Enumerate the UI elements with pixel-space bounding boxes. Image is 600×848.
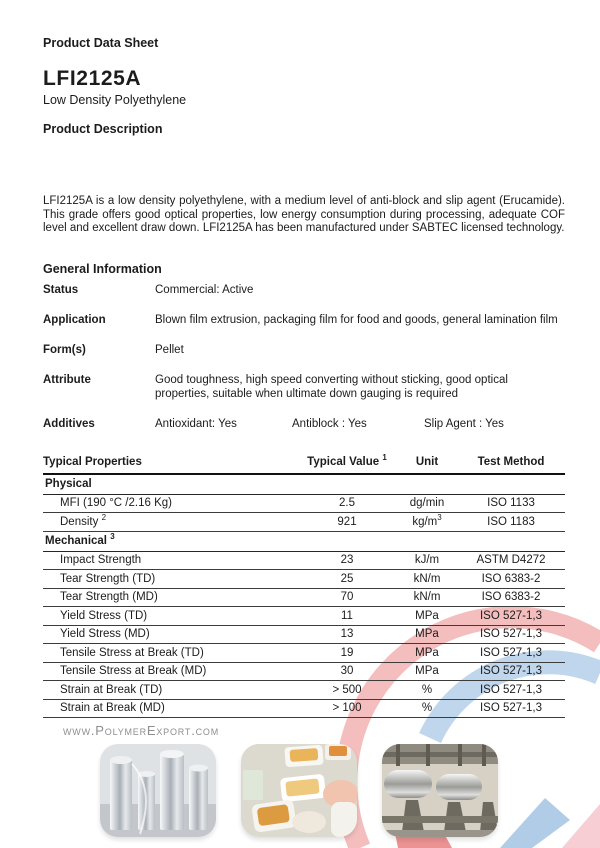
info-row-status <box>43 283 565 297</box>
col-header-unit: Unit <box>397 451 457 474</box>
table-row: Strain at Break (MD) > 100 % ISO 527-1,3 <box>43 699 565 718</box>
table-row: Tensile Stress at Break (MD) 30 MPa ISO 527-1,3 <box>43 662 565 681</box>
additive-antiblock: Antiblock : Yes <box>292 417 367 430</box>
footer-photo-strip <box>43 744 565 837</box>
table-row: Strain at Break (TD) > 500 % ISO 527-1,3 <box>43 681 565 700</box>
typical-properties-table <box>43 451 565 719</box>
col-header-typical-value: Typical Value $^1$ <box>297 451 397 474</box>
food-packaging-photo <box>241 744 357 837</box>
film-rolls-photo <box>100 744 216 837</box>
page-title: LFI2125A <box>43 67 142 90</box>
table-row: Yield Stress (MD) 13 MPa ISO 527-1,3 <box>43 625 565 644</box>
info-label: Status <box>43 283 79 296</box>
col-header-properties: Typical Properties <box>43 451 297 474</box>
table-row: Tear Strength (MD) 70 kN/m ISO 6383-2 <box>43 588 565 607</box>
info-row-additives <box>43 417 565 431</box>
doc-type-label: Product Data Sheet <box>43 36 159 50</box>
table-row: Tear Strength (TD) 25 kN/m ISO 6383-2 <box>43 570 565 589</box>
table-section-physical: Physical <box>43 474 565 495</box>
product-subtitle: Low Density Polyethylene <box>43 93 187 107</box>
additive-slip-agent: Slip Agent : Yes <box>424 417 504 430</box>
info-value: Pellet <box>155 343 184 356</box>
table-row: Tensile Stress at Break (TD) 19 MPa ISO 527-1,3 <box>43 644 565 663</box>
additive-antioxidant: Antioxidant: Yes <box>155 417 237 430</box>
table-row: Density $^2$ 921 $kg/m^3$ ISO 1183 <box>43 513 565 532</box>
general-information-heading: General Information <box>43 261 162 276</box>
info-value: Commercial: Active <box>155 283 254 296</box>
info-label: Attribute <box>43 373 91 386</box>
info-row-forms <box>43 343 565 357</box>
info-label: Form(s) <box>43 343 86 356</box>
production-line-photo <box>382 744 498 837</box>
table-row: Yield Stress (TD) 11 MPa ISO 527-1,3 <box>43 607 565 626</box>
table-section-mechanical: Mechanical $^3$ <box>43 531 565 551</box>
website-link[interactable]: www.PolymerExport.com <box>63 723 220 738</box>
info-label: Additives <box>43 417 95 430</box>
info-value: Good toughness, high speed converting without sticking, good optical properties, suitable when ultimate down gauging is required <box>155 373 508 400</box>
table-row: Impact Strength 23 kJ/m ASTM D4272 <box>43 551 565 570</box>
info-label: Application <box>43 313 106 326</box>
table-header-row <box>43 451 565 474</box>
info-row-application <box>43 313 565 327</box>
info-value: Blown film extrusion, packaging film for food and goods, general lamination film <box>155 313 558 326</box>
table-row: MFI (190 °C /2.16 Kg) 2.5 dg/min ISO 1133 <box>43 494 565 513</box>
product-description-text: LFI2125A is a low density polyethylene, with a medium level of anti-block and slip agent (Erucamide). This grade offers good optical properties, low energy consumption during processing, adequate COF level and excellent draw down. LFI2125A has been manufactured under SABTEC licensed technology. <box>43 195 565 234</box>
additives-list <box>155 417 565 431</box>
col-header-test-method: Test Method <box>457 451 565 474</box>
info-row-attribute <box>43 373 565 401</box>
general-information-list <box>43 283 565 431</box>
product-description-heading: Product Description <box>43 122 163 136</box>
